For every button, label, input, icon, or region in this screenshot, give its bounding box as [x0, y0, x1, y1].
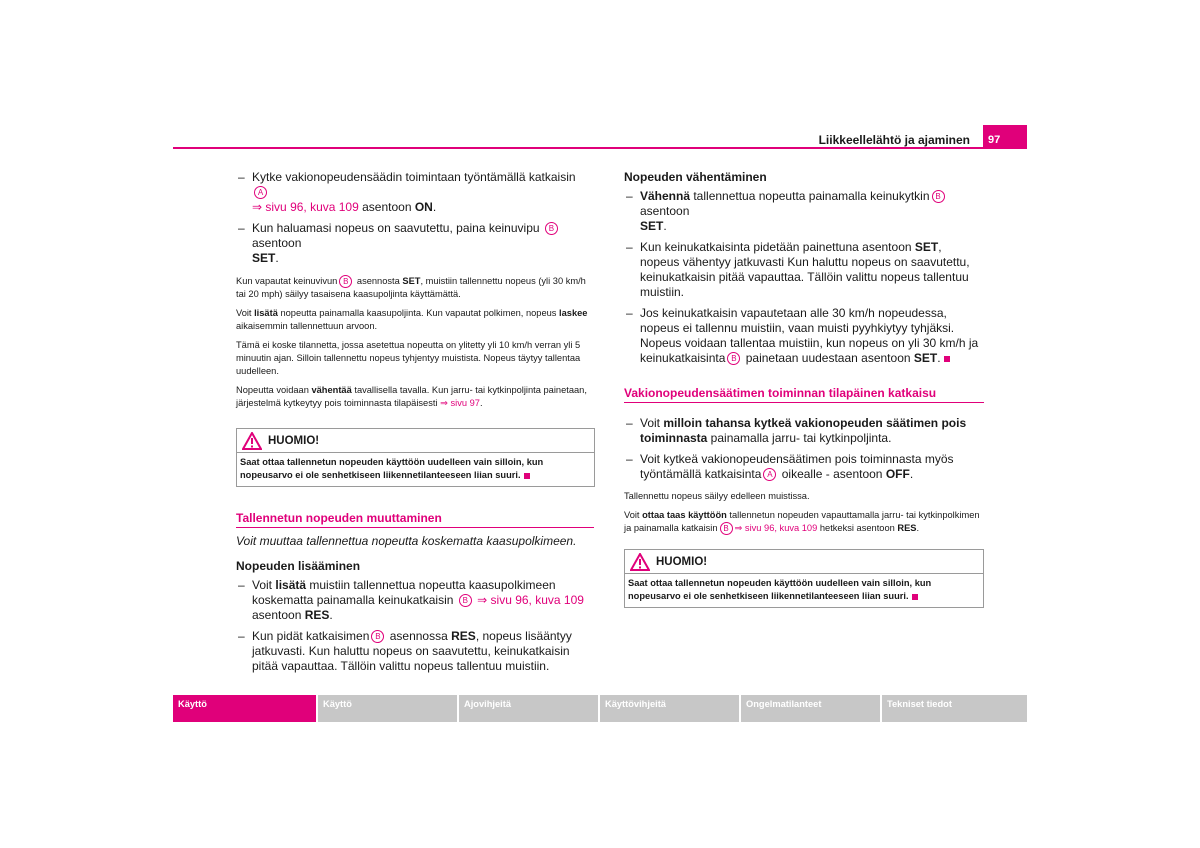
- warning-triangle-icon: [242, 432, 262, 450]
- warning-triangle-icon: [630, 553, 650, 571]
- list-dash: –: [238, 629, 245, 644]
- switch-a-icon: A: [254, 186, 267, 199]
- list-item: – Kun haluamasi nopeus on saavutettu, paina keinuvipu B asentoon SET.: [236, 221, 594, 266]
- footer-tab-kaytto[interactable]: Käyttö: [318, 695, 457, 722]
- warning-box: [624, 549, 984, 608]
- page-number: 97: [983, 125, 1027, 149]
- subheading: Nopeuden lisääminen: [236, 559, 361, 574]
- list-item: – Jos keinukatkaisin vapautetaan alle 30 km/h nopeudessa, nopeus ei tallennu muistiin, vaan muisti pyyhkiytyy tyhjäksi. Nopeus voidaan tallentaa muistiin, kun nopeus on yli 30 km/h ja keinukatkaisinta B painetaan uudestaan asentoon SET.: [626, 306, 979, 365]
- footer-tab-ongelmatilanteet[interactable]: Ongelmatilanteet: [741, 695, 880, 722]
- warning-title: HUOMIO!: [268, 434, 320, 447]
- list-dash: –: [626, 452, 633, 466]
- list-item: – Voit kytkeä vakionopeudensäätimen pois toiminnasta myös työntämällä katkaisinta A oikealle - asentoon OFF.: [626, 452, 954, 481]
- list-dash: –: [626, 306, 633, 320]
- list-item: – Kytke vakionopeudensäädin toimintaan työntämällä katkaisin A ⇒ sivu 96, kuva 109 asentoon ON.: [238, 170, 576, 214]
- switch-a-icon: A: [763, 468, 776, 481]
- warning-header: [625, 550, 983, 574]
- end-square-icon: [912, 594, 918, 600]
- paragraph: Nopeutta voidaan vähentää tavallisella tavalla. Kun jarru- tai kytkinpoljinta painetaan, järjestelmä kytkeytyy pois toiminnasta tilapäisesti ⇒ sivu 97.: [236, 385, 587, 409]
- list-dash: –: [626, 416, 633, 430]
- warning-box: [236, 428, 595, 487]
- end-square-icon: [524, 473, 530, 479]
- warning-text: Saat ottaa tallennetun nopeuden käyttöön uudelleen vain silloin, kun nopeusarvo ei ole senhetkiseen liikennetilanteeseen liian suuri.: [240, 457, 544, 481]
- switch-b-icon: B: [720, 522, 733, 535]
- chapter-title: Liikkeellelähtö ja ajaminen: [818, 133, 970, 147]
- warning-text: Saat ottaa tallennetun nopeuden käyttöön uudelleen vain silloin, kun nopeusarvo ei ole senhetkiseen liikennetilanteeseen liian suuri.: [628, 578, 932, 602]
- switch-b-icon: B: [371, 630, 384, 643]
- switch-b-icon: B: [339, 275, 352, 288]
- list-item: – Voit lisätä muistiin tallennettua nopeutta kaasupolkimeen koskematta painamalla keinukatkaisin B ⇒ sivu 96, kuva 109 asentoon RES.: [238, 578, 584, 623]
- list-item: – Kun keinukatkaisinta pidetään painettuna asentoon SET, nopeus vähentyy jatkuvasti Kun haluttu nopeus on saavutettu, keinukatkaisin pitää vapauttaa. Tällöin valittu nopeus tallentuu muistiin.: [626, 240, 970, 299]
- footer-tab-kaytto-active[interactable]: Käyttö: [173, 695, 316, 722]
- header-rule: [173, 147, 1027, 149]
- footer-tab-tekniset-tiedot[interactable]: Tekniset tiedot: [882, 695, 1027, 722]
- page-reference-link[interactable]: ⇒ sivu 97: [440, 398, 480, 409]
- list-dash: –: [238, 170, 245, 184]
- list-dash: –: [238, 578, 245, 593]
- list-dash: –: [626, 189, 633, 203]
- section-intro: Voit muuttaa tallennettua nopeutta koskematta kaasupolkimeen.: [236, 534, 577, 549]
- footer-tab-kayttovihjeita[interactable]: Käyttövihjeitä: [600, 695, 739, 722]
- paragraph: Tallennettu nopeus säilyy edelleen muistissa.: [624, 491, 810, 501]
- left-column: [236, 170, 594, 674]
- end-square-icon: [944, 356, 950, 362]
- section-title: Vakionopeudensäätimen toiminnan tilapäinen katkaisu: [624, 386, 984, 403]
- switch-b-icon: B: [932, 190, 945, 203]
- page-reference-link[interactable]: ⇒ sivu 96, kuva 109: [477, 593, 584, 608]
- paragraph: Kun vapautat keinuvivun B asennosta SET, muistiin tallennettu nopeus (yli 30 km/h tai 20 mph) säilyy tasaisena kaasupoljinta käyttämättä.: [236, 276, 586, 300]
- paragraph: Voit lisätä nopeutta painamalla kaasupoljinta. Kun vapautat polkimen, nopeus laskee aikaisemmin tallennettuun arvoon.: [236, 308, 588, 332]
- right-column: [624, 170, 984, 608]
- switch-b-icon: B: [545, 222, 558, 235]
- warning-title: HUOMIO!: [656, 555, 708, 568]
- paragraph: Tämä ei koske tilannetta, jossa asetettua nopeutta on ylitetty yli 10 km/h verran yli 5 minuutin ajan. Silloin tallennettu nopeus tyhjentyy muistista. Nopeus täytyy tallentaa uudelleen.: [236, 340, 581, 377]
- section-title: Tallennetun nopeuden muuttaminen: [236, 511, 594, 528]
- page-reference-link[interactable]: ⇒ sivu 96, kuva 109: [734, 523, 818, 533]
- subheading: Nopeuden vähentäminen: [624, 170, 767, 184]
- page-reference-link[interactable]: ⇒ sivu 96, kuva 109: [252, 200, 359, 214]
- footer-tab-ajovihjeita[interactable]: Ajovihjeitä: [459, 695, 598, 722]
- switch-b-icon: B: [459, 594, 472, 607]
- list-item: – Voit milloin tahansa kytkeä vakionopeuden säätimen pois toiminnasta painamalla jarru- tai kytkinpoljinta.: [626, 416, 967, 445]
- paragraph: Voit ottaa taas käyttöön tallennetun nopeuden vapauttamalla jarru- tai kytkinpolkimen ja painamalla katkaisin B ⇒ sivu 96, kuva 109 hetkeksi asentoon RES.: [624, 510, 980, 534]
- list-dash: –: [626, 240, 633, 254]
- switch-b-icon: B: [727, 352, 740, 365]
- list-item: – Kun pidät katkaisimen B asennossa RES, nopeus lisääntyy jatkuvasti. Kun haluttu nopeus on saavutettu, keinukatkaisin pitää vapauttaa. Tällöin valittu nopeus tallentuu muistiin.: [238, 629, 572, 674]
- list-dash: –: [238, 221, 245, 235]
- warning-header: [237, 429, 594, 453]
- list-item: – Vähennä tallennettua nopeutta painamalla keinukytkin B asentoon SET.: [624, 189, 984, 234]
